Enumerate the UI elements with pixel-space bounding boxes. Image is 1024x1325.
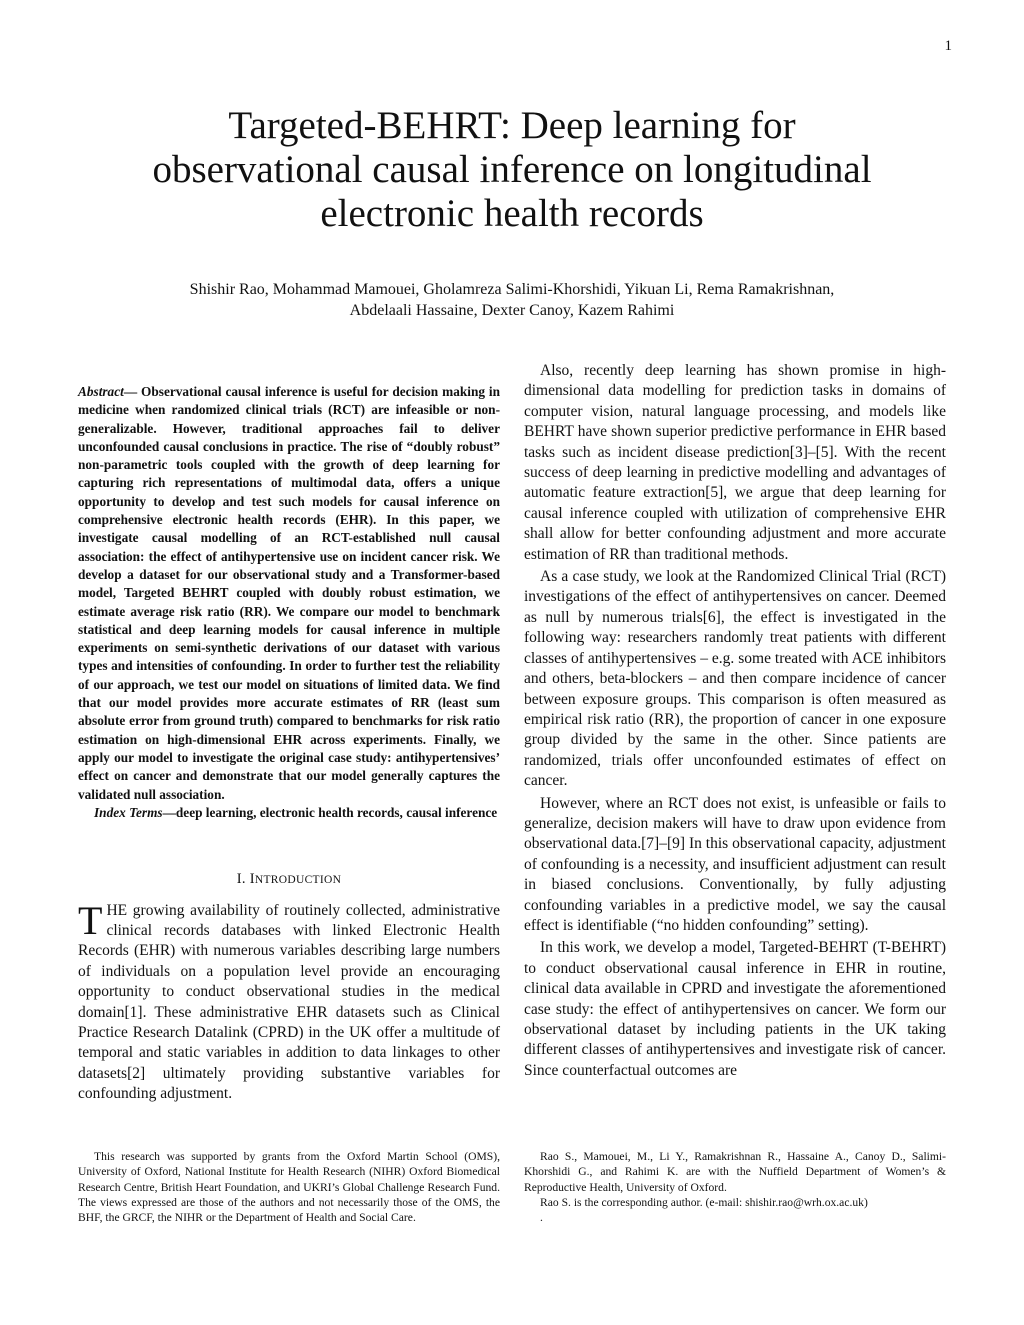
body-paragraph: As a case study, we look at the Randomized Clinical Trial (RCT) investigations of the effect of antihypertensives on cancer. Deemed as null by numerous trials[6], the effect is investigated in the following way: researchers randomly treat patients with different classes of antihypertensives – e.g. some treated with ACE inhibitors and others, beta-blockers – and then compare incidence of cancer between exposure groups. This comparison is often measured as empirical risk ratio (RR), the proportion of cancer in one exposure group divided by the same in the other. Since patients are randomized, trials offer unconfounded estimates of effect on cancer. [524,568,946,790]
title-line: electronic health records [320,192,704,235]
abstract [78,383,500,804]
title-line: observational causal inference on longitudinal [152,148,872,191]
paper-title [0,104,1024,236]
body-paragraph: Also, recently deep learning has shown promise in high-dimensional data modelling for prediction tasks in domains of computer vision, natural language processing, and models like BEHRT have shown superior predictive performance in EHR based tasks such as incident disease prediction[3]–[5]. With the recent success of deep learning in predictive modelling and advantages of automatic feature extraction[5], we argue that deep learning for causal inference coupled with utilization of comprehensive EHR shall allow for better confounding adjustment and more accurate estimation of RR than traditional methods. [524,362,946,563]
index-terms [78,804,500,822]
page-number: 1 [944,38,952,54]
footnote-affiliation: Rao S., Mamouei, M., Li Y., Ramakrishnan R., Hassaine A., Canoy D., Salimi-Khorshidi G., and Rahimi K. are with the Nuffield Department of Women’s & Reproductive Health, University of Oxford. [524,1150,946,1194]
section-first-letter: I [249,871,255,888]
abstract-label: Abstract [78,384,124,399]
index-terms-label: Index Terms [94,804,163,820]
intro-paragraph [78,897,500,1105]
intro-text: growing availability of routinely collected, administrative clinical records databases with linked Electronic Health Records (EHR) with numerous variables describing large numbers of individuals on a population level provide an encouraging opportunity to conduct observational studies in the medical domain[1]. These administrative EHR datasets such as Clinical Practice Research Datalink (CPRD) in the UK offer a multitude of temporal and static variables in addition to data linkages to other datasets[2] ultimately providing substantive variables for confounding adjustment. [78,901,500,1103]
abstract-text: Observational causal inference is useful for decision making in medicine when randomized clinical trials (RCT) are infeasible or non-generalizable. However, traditional approaches fail to deliver unconfounded causal conclusions in practice. The rise of “doubly robust” non-parametric tools coupled with the growth of deep learning for capturing rich representations of multimodal data, offers a unique opportunity to develop and test such models for causal inference on comprehensive electronic health records (EHR). In this paper, we investigate causal modelling of an RCT-established null causal association: the effect of antihypertensive use on incident cancer risk. We develop a dataset for our observational study and a Transformer-based model, Targeted BEHRT coupled with doubly robust estimation, we estimate average risk ratio (RR). We compare our model to benchmark statistical and deep learning models for causal inference in multiple experiments on semi-synthetic derivations of our dataset with various types and intensities of confounding. In order to further test the reliability of our approach, we test our model on situations of limited data. We find that our model provides more accurate estimates of RR (least sum absolute error from ground truth) compared to benchmarks for risk ratio estimation on high-dimensional EHR across experiments. Finally, we apply our model to investigate the original case study: antihypertensives’ effect on cancer and demonstrate that our model generally captures the validated null association. [78,384,501,802]
footnote-trailing-period: . [540,1211,543,1225]
right-column [524,361,946,1081]
footnote-corresponding-author: Rao S. is the corresponding author. (e-mail: shishir.rao@wrh.ox.ac.uk) [540,1195,868,1209]
footnote-funding: This research was supported by grants from the Oxford Martin School (OMS), University of Oxford, National Institute for Health Research (NIHR) Oxford Biomedical Research Centre, British Heart Foundation, and UKRI’s Global Challenge Research Fund. The views expressed are those of the authors and not necessarily those of the OMS, the BHF, the GRCF, the NIHR or the Department of Health and Social Care. [78,1150,500,1225]
title-line: Targeted-BEHRT: Deep learning for [228,104,796,147]
author-line: Abdelaali Hassaine, Dexter Canoy, Kazem Rahimi [349,302,675,319]
section-heading-introduction [78,869,500,890]
section-title-rest: NTRODUCTION [254,874,342,887]
author-list [0,279,1024,321]
intro-first-word: HE [106,901,128,919]
author-line: Shishir Rao, Mohammad Mamouei, Gholamreza Salimi-Khorshidi, Yikuan Li, Rema Ramakrishnan, [189,281,835,298]
body-paragraph: In this work, we develop a model, Targeted-BEHRT (T-BEHRT) to conduct observational causal inference in EHR in routine, clinical data available in CPRD and investigate the aforementioned case study: the effect of antihypertensives on cancer. We form our observational dataset by including patients in the UK taking different classes of antihypertensives and investigate risk of cancer. Since counterfactual outcomes are [524,939,946,1079]
drop-cap: T [78,897,103,943]
footnote-affiliations [524,1149,946,1225]
left-column [78,383,500,1105]
section-numeral: I. [236,871,250,888]
index-terms-text: —deep learning, electronic health records, causal inference [162,804,498,820]
body-paragraph: However, where an RCT does not exist, is unfeasible or fails to generalize, decision makers will have to draw upon evidence from observational data.[7]–[9] In this observational capacity, adjustment of confounding is a necessity, and insufficient adjustment can result in biased conclusions. Conventionally, by fully adjusting confounding variables in a predictive model, we say the causal effect is identifiable (“no hidden confounding” setting). [524,794,946,934]
abstract-dash: — [123,384,142,399]
